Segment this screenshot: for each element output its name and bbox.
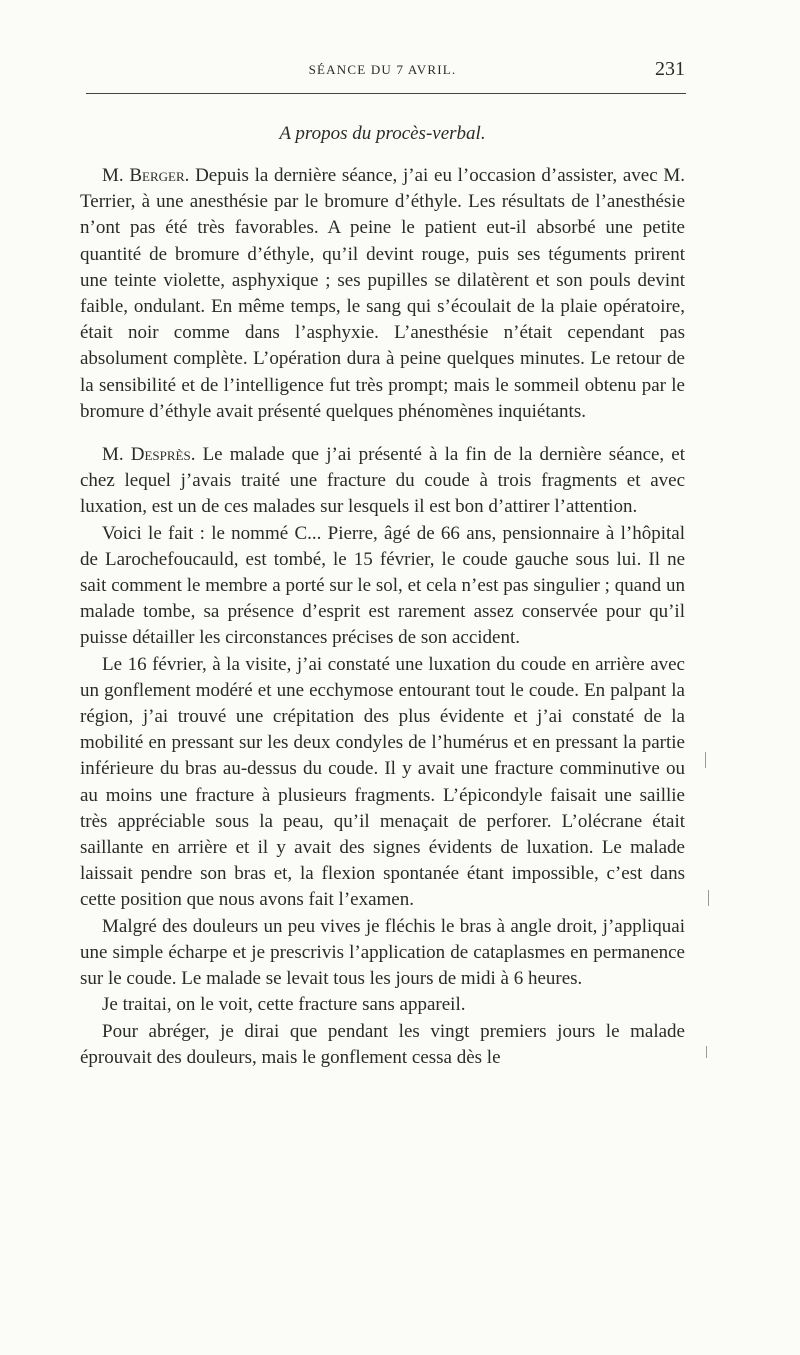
section-title: A propos du procès-verbal. <box>279 123 486 144</box>
paragraph-text: Depuis la dernière séance, j’ai eu l’occasion d’assister, avec M. Terrier, à une anesthésie par le bromure d’éthyle. Les résultats de l’anesthésie n’ont pas été très favorables. A peine le patient eut-il absorbé une petite quantité de bromure d’éthyle, qu’il devint rouge, puis ses téguments prirent une teinte violette, asphyxique ; ses pupilles se dilatèrent et son pouls devint faible, ondulant. En même temps, le sang qui s’écoulait de la plaie opératoire, était noir comme dans l’asphyxie. L’anesthésie n’était cependant pas absolument complète. L’opération dura à peine quelques minutes. Le retour de la sensibilité et de l’intelligence fut très prompt; mais le sommeil obtenu par le bromure d’éthyle avait présenté quelques phénomènes inquiétants. <box>80 165 685 422</box>
paragraph-despres <box>80 442 685 521</box>
header-rule <box>86 93 686 94</box>
margin-mark <box>705 752 708 768</box>
paragraph <box>80 652 685 914</box>
margin-mark <box>708 890 711 906</box>
paragraph-text: Le 16 février, à la visite, j’ai constaté une luxation du coude en arrière avec un gonflement modéré et une ecchymose entourant tout le coude. En palpant la région, j’ai trouvé une crépitation des plus évidente et j’ai constaté de la mobilité en pressant sur les deux condyles de l’humérus et en pressant la partie inférieure du bras au-dessus du coude. Il y avait une fracture comminutive ou au moins une fracture à plusieurs fragments. L’épicondyle faisait une saillie très appréciable sous la peau, qu’il menaçait de perforer. L’olécrane était saillante en arrière et il y avait des signes évidents de luxation. Le malade laissait pendre son bras et, la flexion spontanée étant impossible, c’est dans cette position que nous avons fait l’examen. <box>80 653 685 911</box>
margin-mark <box>706 1046 709 1058</box>
speaker-name: M. Berger. <box>102 165 190 186</box>
body-text <box>80 163 685 1071</box>
paragraph-text: Voici le fait : le nommé C... Pierre, âgé de 66 ans, pensionnaire à l’hôpital de Larochefoucauld, est tombé, le 15 février, le coude gauche sous lui. Il ne sait comment le membre a porté sur le sol, et cela n’est pas singulier ; quand un malade tombe, sa présence d’esprit est rarement assez conservée pour qu’il puisse détailler les circonstances précises de son accident. <box>80 522 685 649</box>
paragraph <box>80 521 685 652</box>
paragraph <box>80 992 685 1018</box>
book-page <box>80 0 685 1355</box>
paragraph <box>80 914 685 993</box>
page-number: 231 <box>655 58 685 80</box>
paragraph-text: Pour abréger, je dirai que pendant les vingt premiers jours le malade éprouvait des douleurs, mais le gonflement cessa dès le <box>80 1020 685 1068</box>
speaker-name: M. Desprès. <box>102 444 196 466</box>
paragraph-text: Le malade que j’ai présenté à la fin de la dernière séance, et chez lequel j’avais traité une fracture du coude à trois fragments et avec luxation, est un de ces malades sur lesquels il est bon d’attirer l’attention. <box>80 444 685 518</box>
paragraph <box>80 1019 685 1071</box>
running-title: SÉANCE DU 7 AVRIL. <box>308 62 457 77</box>
paragraph-berger <box>80 163 685 425</box>
paragraph-text: Je traitai, on le voit, cette fracture sans appareil. <box>102 994 466 1016</box>
paragraph-text: Malgré des douleurs un peu vives je fléchis le bras à angle droit, j’appliquai une simple écharpe et je prescrivis l’application de cataplasmes en permanence sur le coude. Le malade se levait tous les jours de midi à 6 heures. <box>80 915 685 990</box>
running-header <box>80 58 685 84</box>
